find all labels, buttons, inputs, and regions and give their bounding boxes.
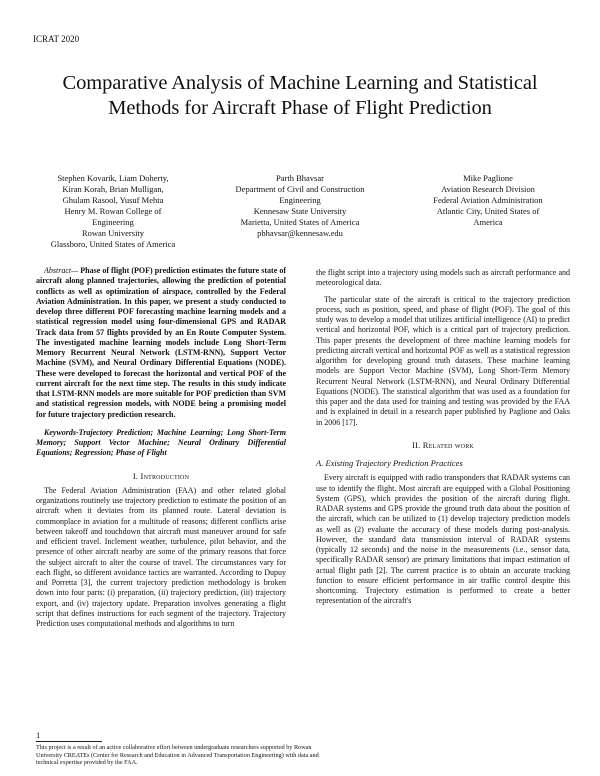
author-line: Department of Civil and Construction bbox=[235, 184, 365, 194]
author-line: Marietta, United States of America bbox=[240, 217, 360, 227]
author-line: Engineering bbox=[279, 195, 321, 205]
page-number: 1 bbox=[36, 730, 41, 740]
subsection-heading: A. Existing Trajectory Prediction Practices bbox=[316, 458, 463, 468]
author-line: Rowan University bbox=[81, 228, 145, 238]
section-heading-introduction: I. Introduction bbox=[132, 470, 190, 481]
author-line: Engineering bbox=[92, 217, 134, 227]
intro-paragraph: The Federal Aviation Administration (FAA) and other related global organizations routinely use trajectory prediction to estimate the position of an aircraft when it deviates from its planned route. Lateral deviation is commonplace in aviation for a multitude of reasons; different conflicts arise between takeoff and touchdown that aircraft must maneuver around for safe and efficient travel. Inclement weather, turbulence, pilot behavior, and the presence of other aircraft nearby are some of the primary reasons that force the subject aircraft to alter the course of travel. The circumstances vary for each flight, so different avoidance tactics are warranted. According to Dupuy and Porretta [3], the current trajectory prediction methodology is broken down into four parts: (i) preparation, (ii) trajectory prediction, (iii) trajectory export, and (iv) trajectory update. Preparation involves generating a flight script that defines instructions for each segment of the trajectory. Trajectory Prediction uses computational methods and algorithms to turn bbox=[36, 485, 286, 628]
right-column bbox=[316, 268, 570, 607]
footnote-divider bbox=[36, 741, 102, 742]
paper-title: Comparative Analysis of Machine Learning and Statistical Methods for Aircraft Phase of Flight Prediction bbox=[62, 72, 538, 119]
author-line: Kennesaw State University bbox=[253, 206, 347, 216]
author-line: Kiran Korah, Brian Mulligan, bbox=[62, 184, 164, 194]
keywords: Keywords-Trajectory Prediction; Machine Learning; Long Short-Term Memory; Support Vector Machine; Neural Ordinary Differential Equations; Regression; Phase of Flight bbox=[36, 427, 286, 458]
author-block-2 bbox=[214, 173, 386, 239]
author-line: Stephen Kovarik, Liam Doherty, bbox=[57, 173, 169, 183]
author-line: Aviation Research Division bbox=[441, 184, 535, 194]
author-line: America bbox=[473, 217, 503, 227]
conference-label: ICRAT 2020 bbox=[33, 34, 80, 44]
author-block-3 bbox=[400, 173, 576, 228]
author-line: Henry M. Rowan College of bbox=[64, 206, 162, 216]
author-email[interactable]: pbhavsar@kennesaw.edu bbox=[257, 228, 343, 238]
left-column bbox=[36, 266, 286, 629]
intro-paragraph-2: The particular state of the aircraft is critical to the trajectory prediction process, such as position, speed, and phase of flight (POF). The goal of this study was to develop a model that utilizes artificial intelligence (AI) to predict vertical and horizontal POF, which is a critical part of trajectory prediction. This paper presents the development of three machine learning models for predicting aircraft vertical and horizontal POF as well as a statistical regression algorithm for developing ground truth datasets. These machine learning models are Support Vector Machine (SVM), Long Short-Term Memory Recurrent Neural Network (LSTM-RNN), and Neural Ordinary Differential Equations (NODE). The statistical algorithm that was used as a foundation for this paper and the data used for training and testing was provided by the FAA and is explained in detail in a research paper published by Paglione and Oaks in 2006 [17]. bbox=[316, 294, 570, 427]
author-line: Glassboro, United States of America bbox=[50, 239, 176, 249]
author-line: Mike Paglione bbox=[463, 173, 513, 183]
author-block-1 bbox=[29, 173, 197, 250]
related-work-paragraph: Every aircraft is equipped with radio transponders that RADAR systems can use to identify the flight. Most aircraft are equipped with a Global Positioning System (GPS), which provides the position of the aircraft during flight. RADAR systems and GPS provide the ground truth data about the position of the aircraft, which can be utilized to (1) develop trajectory prediction models as well as (2) evaluate the accuracy of these models during post-analysis. However, the standard data transmission interval of RADAR systems (typically 12 seconds) and the noise in the measurements (i.e., sensor data, specifically RADAR sensor) are primary limitations that impact estimation of actual flight path [2]. The current practice is to obtain an accurate tracking function to ensure efficient performance in air traffic control despite this shortcoming. Trajectory estimation is performed to create a better representation of the aircraft's bbox=[316, 473, 570, 606]
author-line: Parth Bhavsar bbox=[276, 173, 324, 183]
abstract-text: Phase of flight (POF) prediction estimates the future state of aircraft along planned trajectories, allowing the prediction of potential conflicts as well as optimization of airspace, controlled by the Federal Aviation Administration. In this paper, we present a study conducted to develop three different POF forecasting machine learning models and a statistical regression model using four-dimensional GPS and RADAR Track data from 57 flights provided by an En Route Computer System. The investigated machine learning models include Long Short-Term Memory Recurrent Neural Network (LSTM-RNN), Support Vector Machine (SVM), and Neural Ordinary Differential Equations (NODE). These were developed to forecast the horizontal and vertical POF of the current aircraft for the next time step. The results in this study indicate that LSTM-RNN models are more suitable for POF prediction than SVM and statistical regression models, with NODE being a promising model for future trajectory prediction research. bbox=[36, 266, 286, 419]
footnote: This project is a result of an active collaborative effort between undergraduate researchers supported by Rowan University CREATEs (Center for Research and Education in Advanced Transportation Engineering) with data and technical expertise provided by the FAA. bbox=[36, 744, 319, 767]
intro-continuation: the flight script into a trajectory using models such as aircraft performance and meteorological data. bbox=[316, 268, 570, 288]
abstract bbox=[36, 266, 286, 420]
abstract-lead: Abstract— bbox=[44, 266, 79, 275]
section-heading-related-work: II. Related work bbox=[412, 439, 474, 450]
author-line: Atlantic City, United States of bbox=[436, 206, 540, 216]
author-line: Ghulam Rasool, Yusuf Mehta bbox=[62, 195, 164, 205]
author-line: Federal Aviation Administration bbox=[433, 195, 543, 205]
